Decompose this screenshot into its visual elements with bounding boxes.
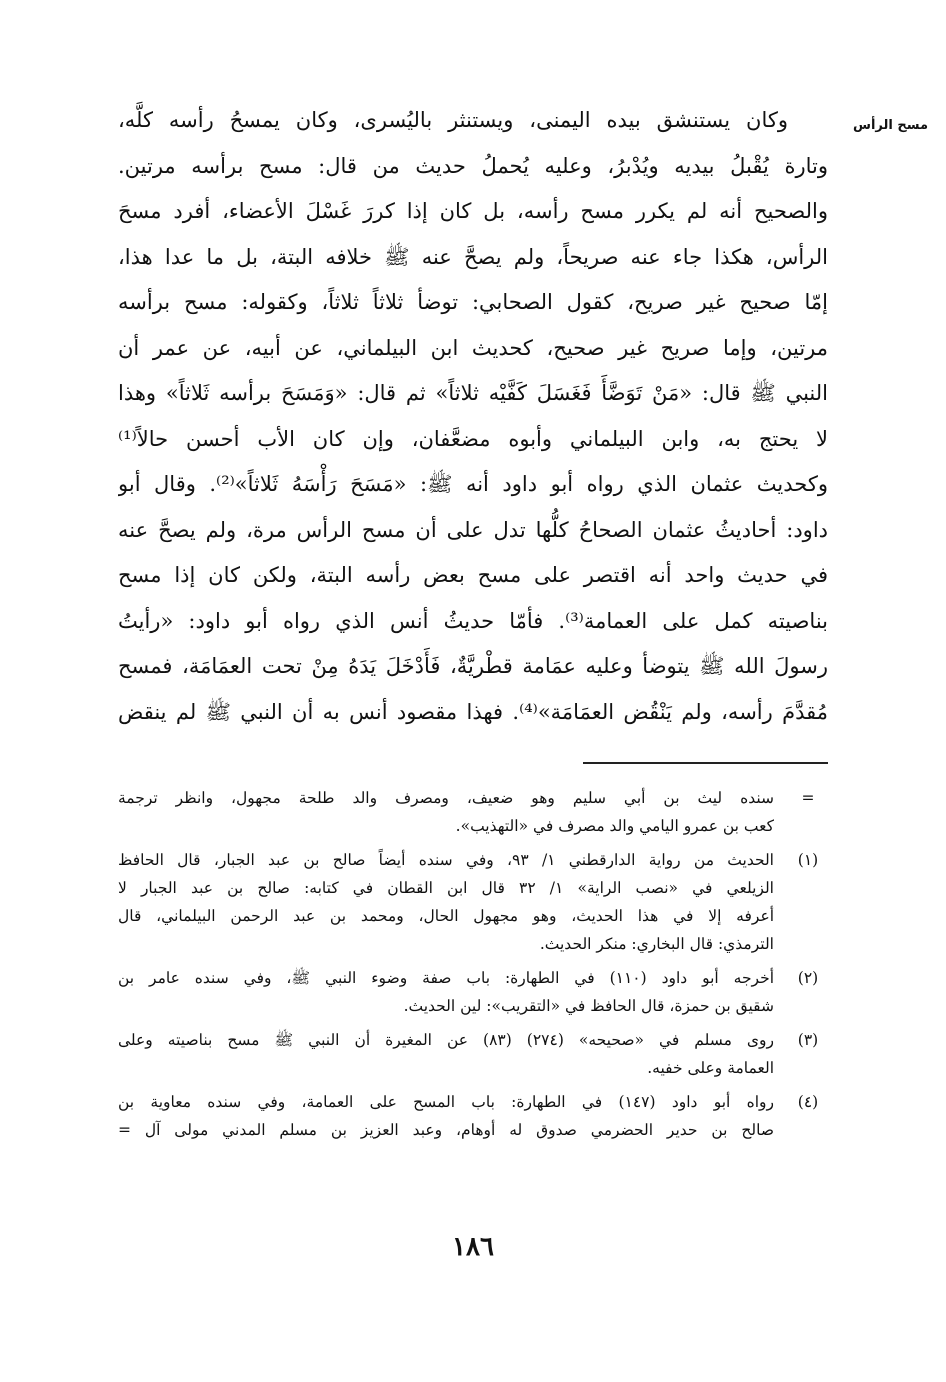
main-line: مرتين، وإما صريح غير صحيح، كحديث ابن البيلماني، عن أبيه، عن عمر أن xyxy=(118,335,828,360)
main-line: بناصيته كمل على العمامة⁽³⁾. فأمّا حديثُ أنس الذي رواه أبو داود: «رأيتُ xyxy=(118,608,828,633)
margin-note: مسح الرأس xyxy=(853,118,928,133)
page-number: ١٨٦ xyxy=(452,1232,494,1262)
footnote-number: (٤) xyxy=(797,1093,819,1111)
footnote-number: (٢) xyxy=(797,969,819,987)
footnote-line: صالح بن حدير الحضرمي صدوق له أوهام، وعبد العزيز بن مسلم المدني مولى آل = xyxy=(118,1121,774,1139)
footnote-number: = xyxy=(801,789,815,807)
main-line: وكحديث عثمان الذي رواه أبو داود أنه ﷺ: «مَسَحَ رَأْسَهُ ثَلاثاً»⁽²⁾. وقال أبو xyxy=(118,472,828,496)
footnote-number: (٣) xyxy=(797,1031,819,1049)
footnote-line: سنده ليث بن أبي سليم وهو ضعيف، ومصرف والد طلحة مجهول، وانظر ترجمة xyxy=(118,789,774,807)
footnote-line: روى مسلم في «صحيحه» (٢٧٤) (٨٣) عن المغيرة أن النبي ﷺ مسح بناصيته وعلى xyxy=(118,1031,774,1049)
footnote-line: أخرجه أبو داود (١١٠) في الطهارة: باب صفة وضوء النبي ﷺ، وفي سنده عامر بن xyxy=(118,969,774,987)
footnotes xyxy=(118,784,828,1150)
main-line: مُقدَّمَ رأسه، ولم يَنْقُض العمَامَة»⁽⁴⁾. فهذا مقصود أنس به أن النبي ﷺ لم ينقض xyxy=(118,699,828,724)
footnote-line: شقيق بن حمزة، قال الحافظ في «التقريب»: لين الحديث. xyxy=(403,997,774,1015)
main-line: في حديث واحد أنه اقتصر على مسح بعض رأسه البتة، ولكن كان إذا مسح xyxy=(118,563,828,587)
main-line: والصحيح أنه لم يكرر مسح رأسه، بل كان إذا كررَ غَسْلَ الأعضاء، أفرد مسحَ xyxy=(118,199,828,223)
footnote-2 xyxy=(118,964,828,1020)
footnote-line: الترمذي: قال البخاري: منكر الحديث. xyxy=(539,935,774,953)
main-line: إمّا صحيح غير صريح، كقول الصحابي: توضأ ثلاثاً ثلاثاً، وكقوله: مسح برأسه xyxy=(118,290,828,314)
footnote-line: الحديث من رواية الدارقطني ١/ ٩٣، وفي سنده أيضاً صالح بن عبد الجبار، قال الحافظ xyxy=(118,851,774,869)
footnote-number: (١) xyxy=(797,851,819,869)
footnote-line: العمامة وعلى خفيه. xyxy=(647,1059,774,1077)
main-line: النبي ﷺ قال: «مَنْ تَوَضَّأَ فَغَسَلَ كَفَّيْه ثلاثاً» ثم قال: «وَمَسَحَ برأسه ثَلاثاً» وهذا xyxy=(118,381,828,405)
footnote-line: كعب بن عمرو اليامي والد مصرف في «التهذيب». xyxy=(455,817,774,835)
main-line: وكان يستنشق بيده اليمنى، ويستنثر باليُسرى، وكان يمسحُ رأسه كلَّه، xyxy=(118,108,788,132)
footnote-line: أعرفه إلا في هذا الحديث، وهو مجهول الحال، ومحمد بن عبد الرحمن البيلماني، قال xyxy=(118,907,774,925)
footnote-3 xyxy=(118,1026,828,1082)
footnote-separator xyxy=(583,762,828,764)
footnote-line: رواه أبو داود (١٤٧) في الطهارة: باب المسح على العمامة، وفي سنده معاوية بن xyxy=(118,1093,774,1111)
main-line: الرأس، هكذا جاء عنه صريحاً، ولم يصحَّ عنه ﷺ خلافه البتة، بل ما عدا هذا، xyxy=(118,244,828,269)
footnote-line: الزيلعي في «نصب الراية» ١/ ٣٢ قال ابن القطان في كتابه: صالح بن عبد الجبار لا xyxy=(118,879,774,897)
main-paragraph xyxy=(118,98,828,735)
main-line: وتارة يُقْبلُ بيديه ويُدْبرُ، وعليه يُحملُ حديث من قال: مسح برأسه مرتين. xyxy=(118,153,828,178)
footnote-1 xyxy=(118,846,828,958)
main-line: رسولَ الله ﷺ يتوضأ وعليه عمَامة قطْريَّةٌ، فَأَدْخَلَ يَدَهُ مِنْ تحت العمَامَة، فمسح xyxy=(118,654,828,678)
main-line: داود: أحاديثُ عثمان الصحاحُ كلُّها تدل على أن مسح الرأس مرة، ولم يصحَّ عنه xyxy=(118,517,828,542)
footnote-continuation xyxy=(118,784,828,840)
footnote-4 xyxy=(118,1088,828,1144)
main-text xyxy=(118,98,828,735)
main-line: لا يحتج به، وابن البيلماني وأبوه مضعَّفان، وإن كان الأب أحسن حالاً⁽¹⁾ xyxy=(118,426,828,451)
